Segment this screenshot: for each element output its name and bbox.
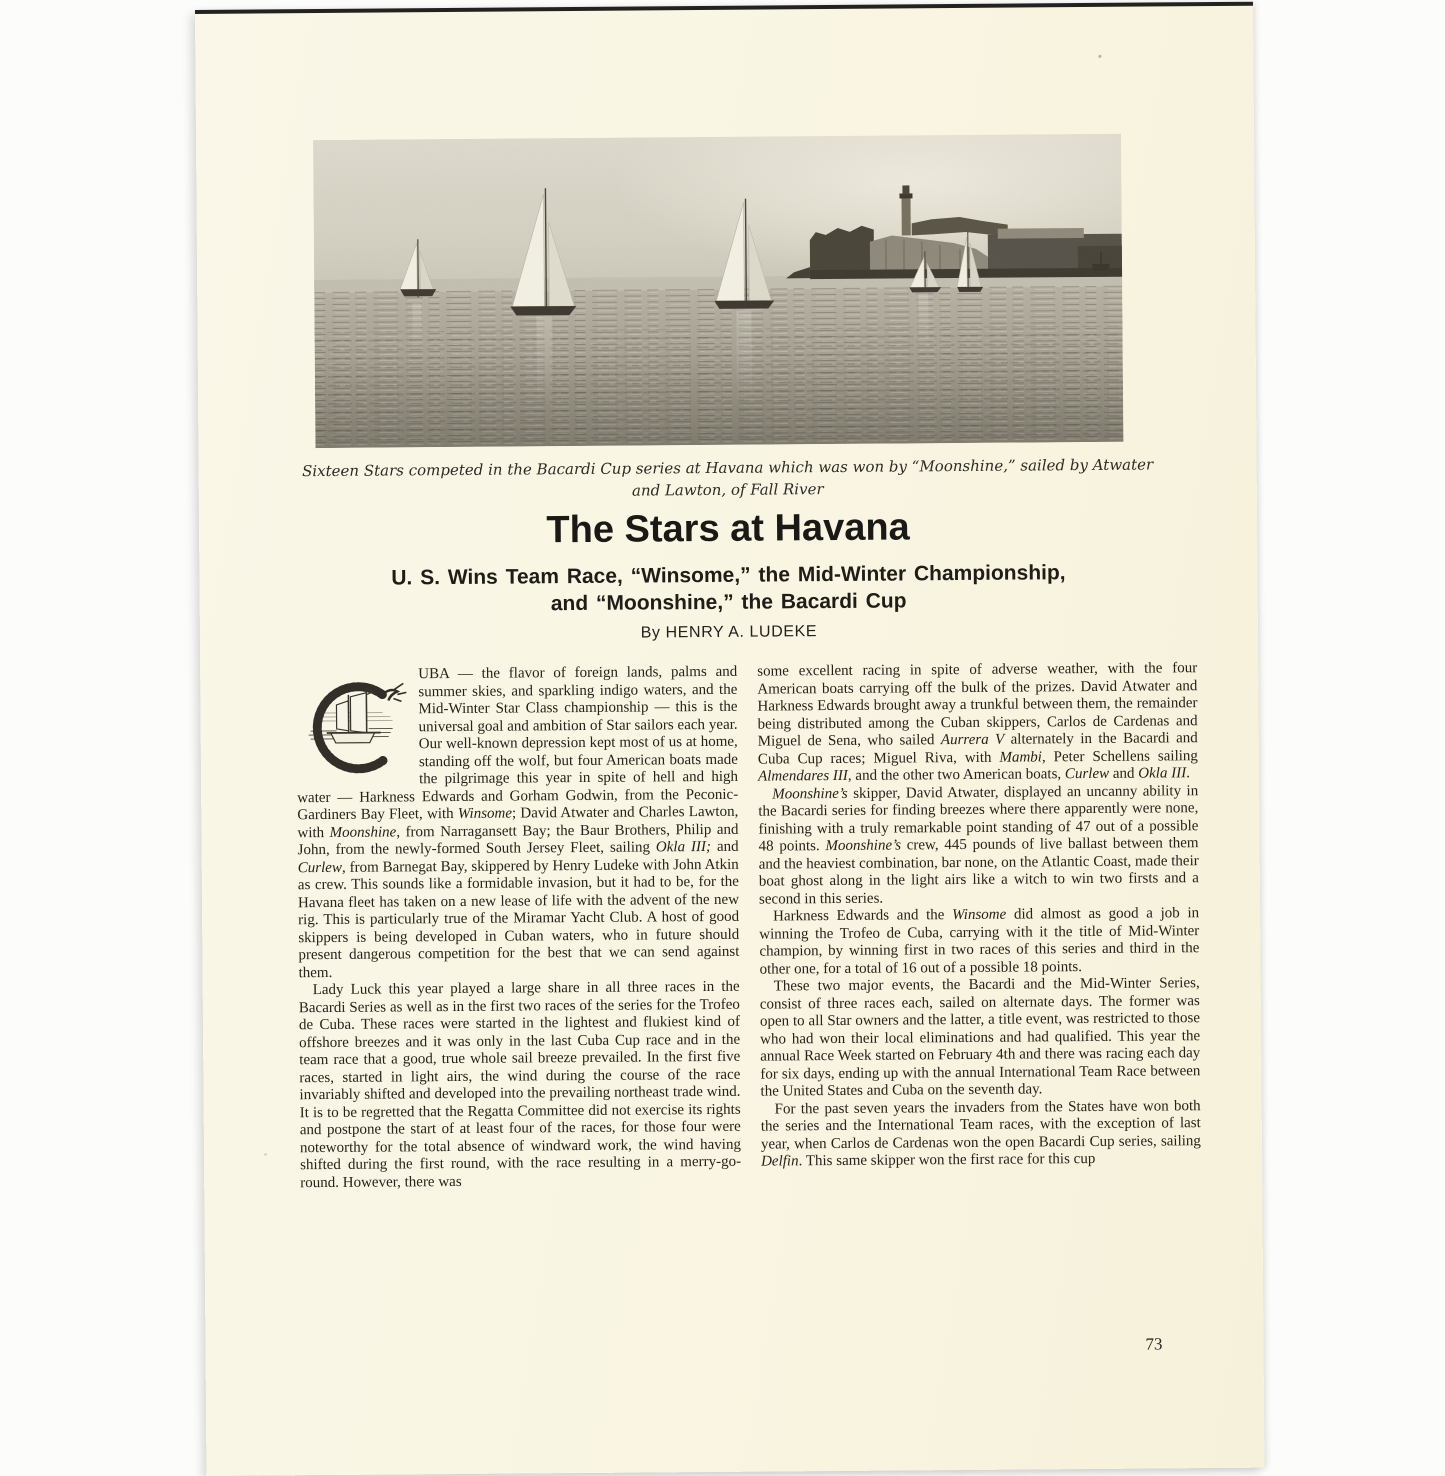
body-paragraph: These two major events, the Bacardi and the Mid-Winter Series, consist of three races each, sailed on alternate days. The former was open to all Star owners and the latter, a title event, was restricted to those who had won their local eliminations and had qualified. This year the annual Race Week started on February 4th and there was racing each day for six days, ending up with the annual International Team Race between the United States and Cuba on the seventh day.: [760, 975, 1201, 1101]
body-paragraph: some excellent racing in spite of adverse weather, with the four American boats carrying off the bulk of the prizes. David Atwater and Harkness Edwards brought away a trunkful between them, the remainder being distributed among the Cuban skippers, Carlos de Cardenas and Miguel de Sena, who sailed Aurrera V alternately in the Bacardi and Cuba Cup races; Miguel Riva, with Mambi, Peter Schellens sailing Almendares III, and the other two American boats, Curlew and Okla III.: [757, 660, 1198, 786]
scan-speck: [1098, 55, 1101, 58]
article-subtitle: [199, 558, 1257, 620]
article-subtitle-line: and “Moonshine,” the Bacardi Cup: [200, 585, 1258, 620]
scan-speck: [264, 1153, 267, 1155]
article-body: [296, 660, 1201, 1192]
photo-caption-line: and Lawton, of Fall River: [199, 475, 1257, 505]
body-paragraph: Moonshine’s skipper, David Atwater, displayed an uncanny ability in the Bacardi series for finding breezes where there apparently were none, finishing with a truly remarkable point standing of 47 out of a possible 48 points. Moonshine’s crew, 445 pounds of live ballast between them and the heaviest combination, bar none, on the Atlantic Coast, made their boat ghost along in the light airs like a witch to win two firsts and a second in this series.: [758, 783, 1199, 909]
article-title: The Stars at Havana: [199, 503, 1257, 555]
left-column: [296, 664, 741, 1192]
photo-caption-line: Sixteen Stars competed in the Bacardi Cup series at Havana which was won by “Moonshine,” sailed by Atwater: [199, 453, 1257, 483]
photo-sailboats-havana: [313, 134, 1123, 448]
body-paragraph: UBA — the flavor of foreign lands, palms and summer skies, and sparkling indigo waters, and the Mid-Winter Star Class championship — this is the universal goal and ambition of Star sailors each year. Our well-known depression kept most of us at home, standing off the wolf, but four American boats made the pilgrimage this year in spite of hell and high water — Harkness Edwards and Gorham Godwin, from the Peconic-Gardiners Bay Fleet, with Winsome; David Atwater and Charles Lawton, with Moonshine, from Narragansett Bay; the Baur Brothers, Philip and John, from the newly-formed South Jersey Fleet, sailing Okla III; and Curlew, from Barnegat Bay, skippered by Henry Ludeke with John Atkin as crew. This sounds like a formidable invasion, but it had to be, for the Havana fleet has taken on a new lease of life with the advent of the new rig. This is particularly true of the Miramar Yacht Club. A host of good skippers is being developed in Cuban waters, who in future should present dangerous competition for the best that we can send against them.: [296, 664, 739, 982]
article-byline: By HENRY A. LUDEKE: [200, 620, 1258, 646]
magazine-page: [195, 2, 1264, 1476]
page-number: 73: [1145, 1334, 1162, 1354]
body-paragraph: For the past seven years the invaders from the States have won both the series and the International Team races, with the exception of last year, when Carlos de Cardenas won the open Bacardi Cup series, sailing Delfin. This same skipper won the first race for this cup: [761, 1098, 1202, 1171]
drop-cap-illustration: [296, 668, 409, 787]
body-paragraph: Harkness Edwards and the Winsome did almost as good a job in winning the Trofeo de Cuba, carrying with it the title of Mid-Winter champion, by winning first in two races of this series and third in the other one, for a total of 16 out of a possible 18 points.: [759, 905, 1200, 978]
body-paragraph: Lady Luck this year played a large share in all three races in the Bacardi Series as well as in the first two races of the series for the Trofeo de Cuba. These races were started in the lightest and flukiest kind of offshore breezes and it was only in the last Cuba Cup race and in the team race that a good, true whole sail breeze prevailed. In the first five races, started in light airs, the wind during the course of the race invariably shifted and developed into the prevailing northeast trade wind. It is to be regretted that the Regatta Committee did not exercise its rights and postpone the start of at least four of the races, for those four were noteworthy for the total absence of windward work, the wind having shifted during the first round, with the race resulting in a merry-go-round. However, there was: [299, 979, 742, 1192]
right-column: [757, 660, 1201, 1188]
article-subtitle-line: U. S. Wins Team Race, “Winsome,” the Mid-Winter Championship,: [199, 558, 1257, 593]
photo-caption: [199, 453, 1257, 505]
photo-grain: [313, 134, 1123, 448]
